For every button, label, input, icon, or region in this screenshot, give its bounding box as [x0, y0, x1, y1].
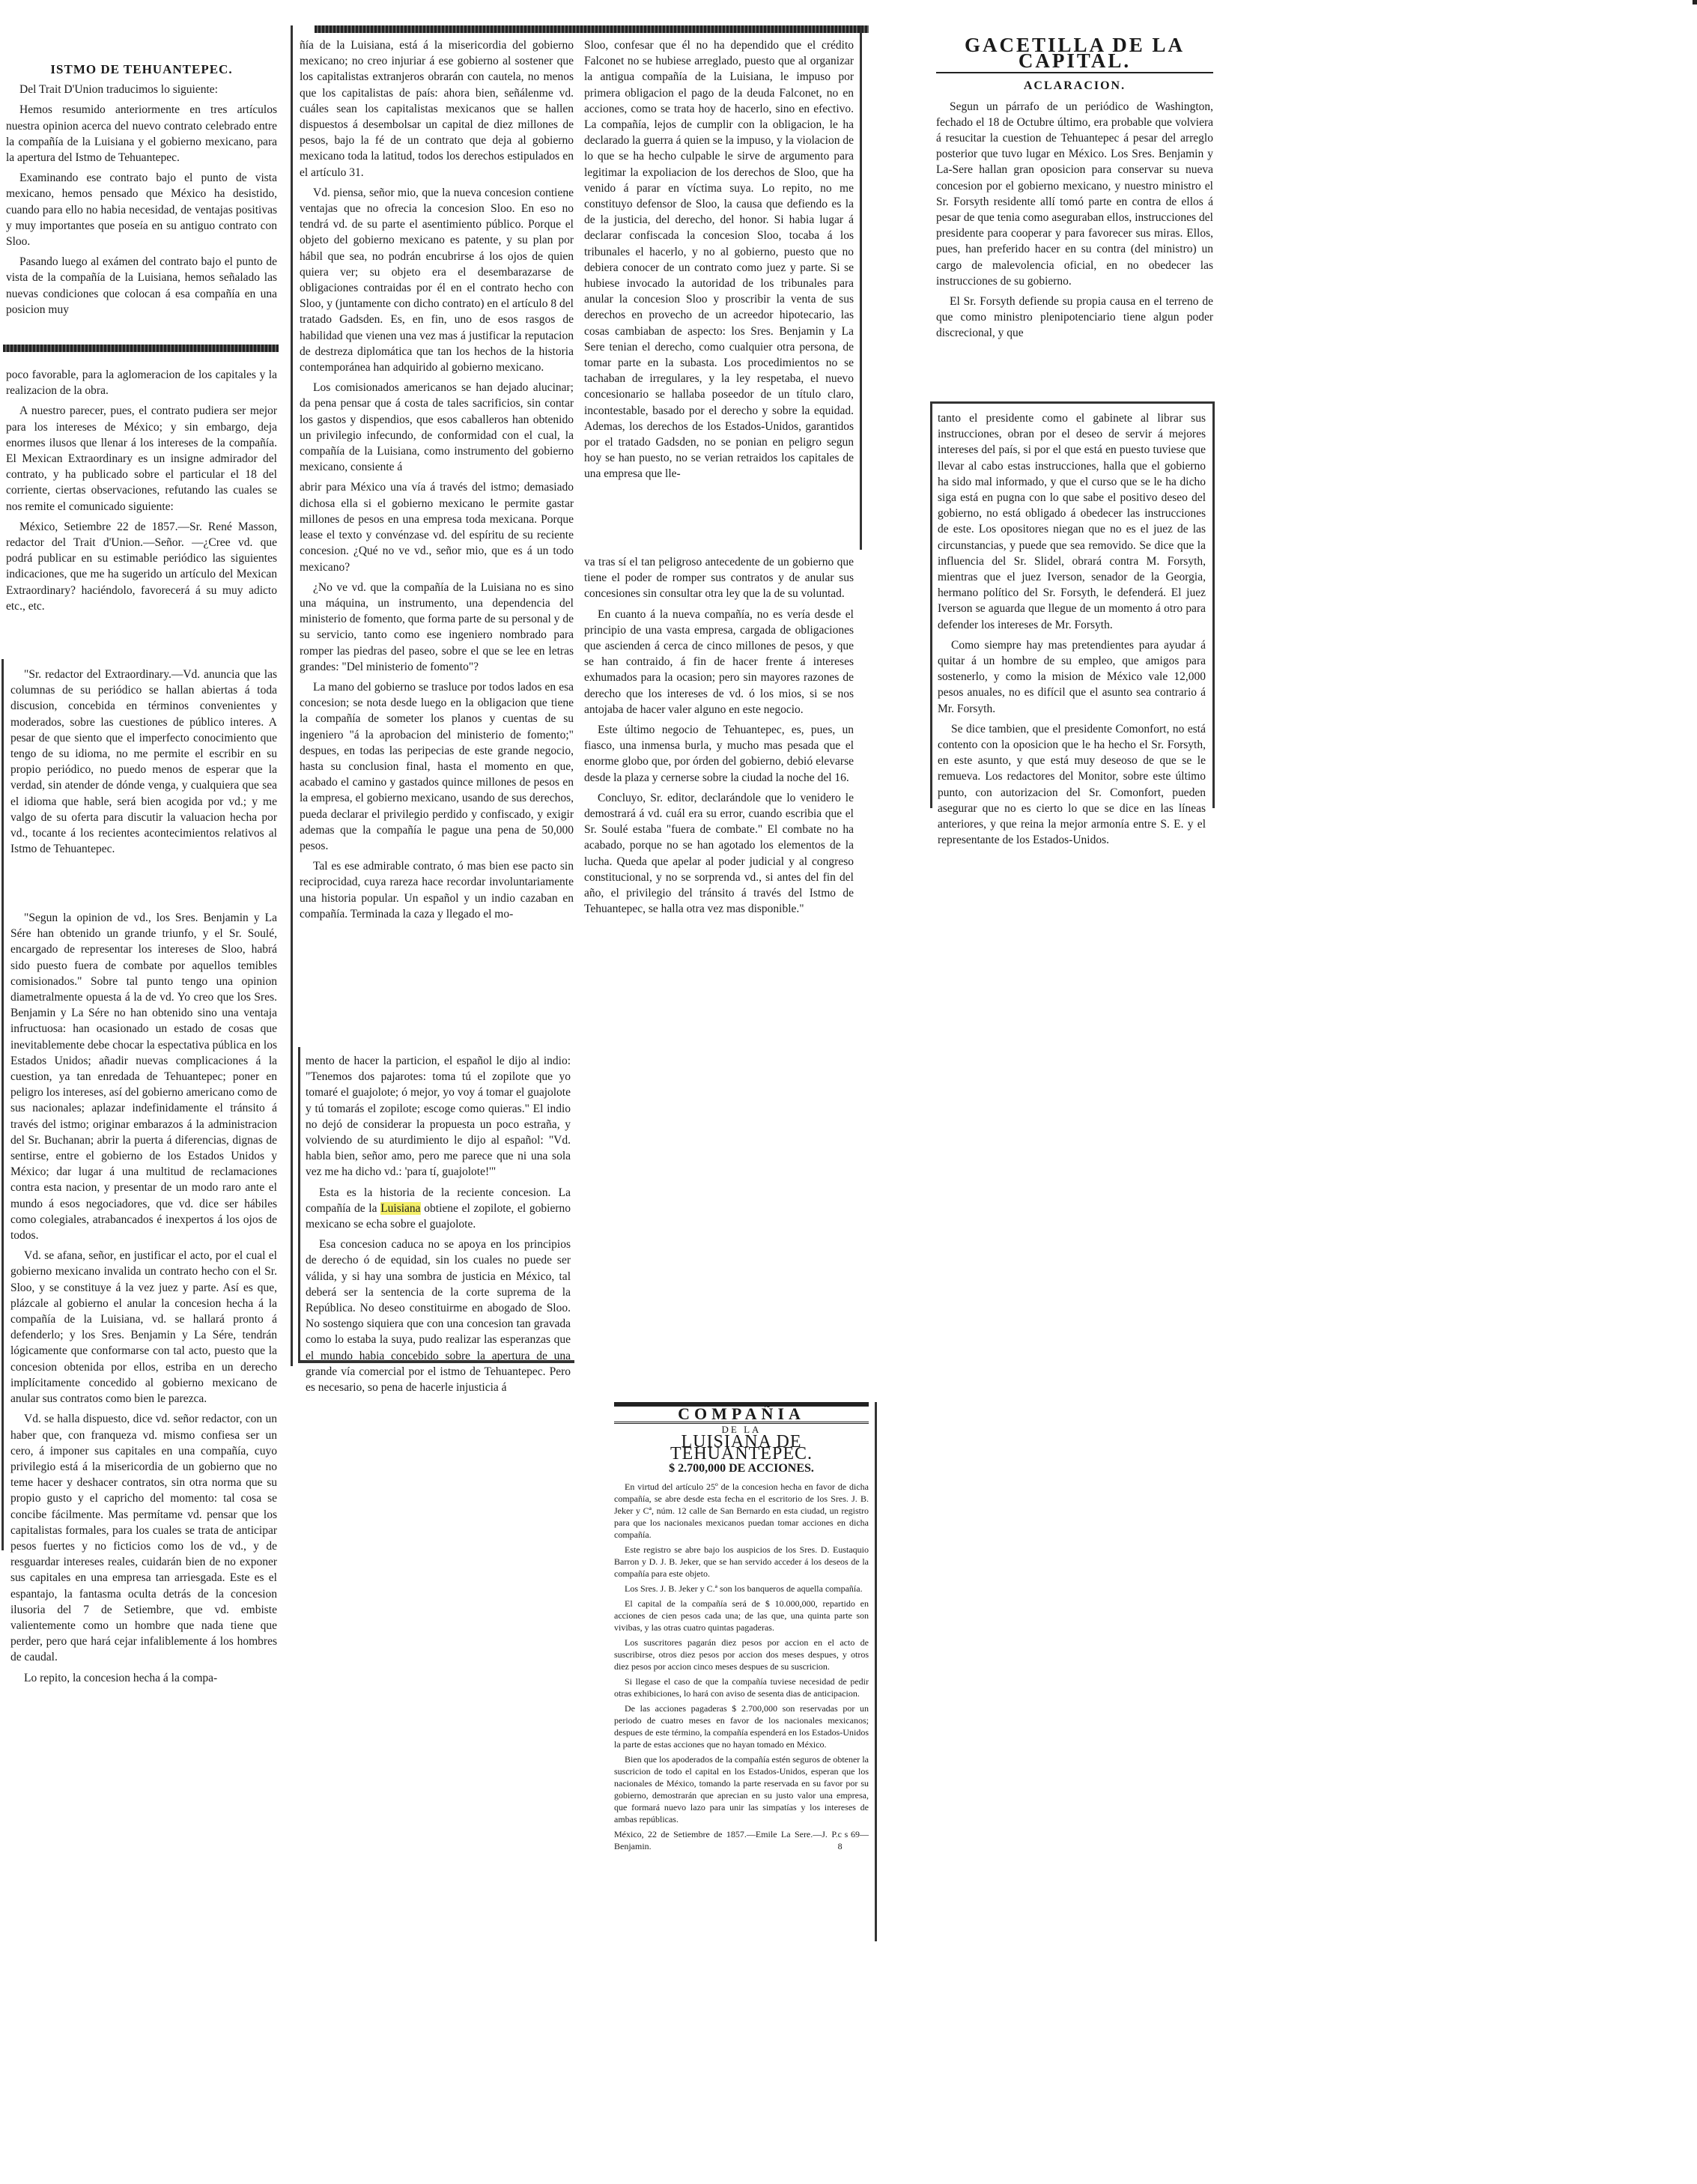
paragraph: Vd. se halla dispuesto, dice vd. señor redactor, con un haber que, con franqueza vd. mismo confiesa ser un cero, á imponer sus capitales en una compañía, cuyo privilegio está á la misericordia de un gobierno que no teme hacer y deshacer contratos, sin otra norma que su propio gusto y el capricho del momento: tal cosa se concibe fácilmente. Mas permítame vd. pensar que los capitalistas formales, para los cuales se trata de anticipar pesos fuertes y no ficticios como los de vd., y de resguardar intereses reales, cuidarán bien de no exponer sus capitales en una empresa tan arriesgada. Este es el espantajo, la fantasma oculta detrás de la concesion ilusoria del 7 de Setiembre, que vd. embiste valientemente como un hombre que nada tiene que perder, pero que hará cejar infaliblemente á los hombres de caudal.: [10, 1413, 277, 1664]
paragraph: Este último negocio de Tehuantepec, es, pues, un fiasco, una inmensa burla, y mucho mas pesada que el enorme globo que, por órden del gobierno, debió elevarse desde la plaza y cernerse sobre la ciudad la noche del 16.: [584, 724, 854, 784]
column-rule: [875, 1402, 877, 1941]
paragraph: abrir para México una vía á través del istmo; demasiado dichosa ella si el gobierno mexicano le permite gastar millones de pesos en una empresa toda mexicana. Porque lease el texto y convénzase vd. del espíritu de su reciente concesion. ¿Qué no ve vd., señor mio, que es á un todo mexicano?: [300, 481, 574, 574]
article-heading: ISTMO DE TEHUANTEPEC.: [50, 62, 233, 76]
ad-headline: LUISIANA DE TEHUANTEPEC.: [670, 1432, 813, 1463]
paragraph: Bien que los apoderados de la compañía estén seguros de obtener la suscricion de todo el capital en los Estados-Unidos, esperan que los nacionales de México, tomando la parte reservada en su favor por su gobierno, demostrarán que aprecian en su justo valor una empresa, que formará nuevo lazo para unir las simpatías y los intereses de ambas repúblicas.: [614, 1754, 869, 1824]
paragraph: El Sr. Forsyth defiende su propia causa en el terreno de que como ministro plenipotenciario tiene algun poder discrecional, y que: [936, 295, 1213, 340]
section-subtitle: ACLARACION.: [1023, 79, 1126, 93]
paragraph: Segun un párrafo de un periódico de Washington, fechado el 18 de Octubre último, era probable que volviera á resucitar la cuestion de Tehuantepec á pesar del arreglo posterior que tuvo lugar en México. Los Sres. Benjamin y La-Sere hallan gran oposicion para conservar su nueva concesion por el gobierno mexicano, y nuestro ministro el Sr. Forsyth residente allí tomó parte en contra de ellos á pesar de que tenia como aseguraban ellos, instrucciones del presidente para cooperar y para favorecer sus miras. Ellos, pues, han preferido hacer en su contra (del ministro) un cargo de malevolencia oficial, en no obedecer las instrucciones de su gobierno.: [936, 100, 1213, 288]
paragraph: Tal es ese admirable contrato, ó mas bien ese pacto sin reciprocidad, cuya rareza hace recordar involuntariamente una historia popular. Un español y un indio cazaban en compañía. Terminada la caza y llegado el mo-: [300, 860, 574, 920]
article-column-1c: [10, 667, 277, 861]
paragraph: Hemos resumido anteriormente en tres artículos nuestra opinion acerca del nuevo contrato celebrado entre la compañía de la Luisiana y el gobierno mexicano, para la apertura del Istmo de Tehuantepec.: [6, 103, 277, 165]
paragraph: Como siempre hay mas pretendientes para ayudar á quitar á un hombre de su empleo, que amigos para sostenerlo, y como la mision de México vale 12,000 pesos anuales, no es difícil que el asunto sea contrario á Mr. Forsyth.: [938, 638, 1206, 715]
article-column-3b: [584, 554, 854, 921]
article-column-4: [936, 34, 1213, 346]
paragraph: De las acciones pagaderas $ 2.700,000 son reservadas por un periodo de cuatro meses en favor de los nacionales mexicanos; despues de este término, la compañía espenderá en los Estados-Unidos la parte de estas acciones que no hayan tomado en México.: [614, 1703, 869, 1750]
paragraph: Vd. piensa, señor mio, que la nueva concesion contiene ventajas que no ofrecia la concesion Sloo. En eso no tendrá vd. de su parte el asentimiento público. Porque el objeto del gobierno mexicano es patente, y su plan por hábil que sea, no podrán encubrirse á los ojos de quien quiera ver; su objeto era el desembarazarse de obligaciones contraidas por él en el contrato hecho con Sloo, y (juntamente con dicho contrato) en el artículo 8 del tratado Gadsden. Es, en fin, uno de esos rasgos de habilidad que vienen una vez mas á justificar la reputacion de destreza diplomática que tan los hechos de la historia contemporánea han adquirido al gobierno mexicano.: [300, 186, 574, 374]
article-column-1d: [10, 910, 277, 1690]
article-column-1: [6, 61, 277, 322]
section-title: GACETILLA DE LA CAPITAL.: [936, 37, 1213, 73]
paragraph: Vd. se afana, señor, en justificar el acto, por el cual el gobierno mexicano invalida un contrato hecho con el Sr. Sloo, y se constituye á la vez juez y parte. Así es que, plázcale al gobierno el anular la concesion hecha á la compañía de la Luisiana, vd. se hallará pronto á defenderlo; y los Sres. Benjamin y La Sére, tendrán lógicamente que conformarse con tal acto, puesto que la concesion obtenida por ellos, estriba en un derecho implícitamente concedido al gobierno mexicano de anular sus contratos como bien le parezca.: [10, 1249, 277, 1406]
page-corner-mark: [1693, 0, 1697, 4]
paragraph: Si llegase el caso de que la compañía tuviese necesidad de pedir otras exhibiciones, lo hará con aviso de sesenta dias de anticipacion.: [614, 1676, 869, 1699]
article-column-4b: [938, 410, 1206, 852]
paragraph: "Sr. redactor del Extraordinary.—Vd. anuncia que las columnas de su periódico se hallan abiertas á toda discusion, concebida en términos convenientes y moderados, sobre las cuestiones de público interes. A pesar de que siento que el imperfecto conocimiento que tengo de su idioma, no me permite el escribir en su propio periódico, no puedo menos de esperar que la verdad, sin atender de dónde venga, y cualquiera que sea el idioma que hable, será bien acogida por vd.; y me valgo de su oferta para discutir la valuacion hecha por vd., tocante á los recientes acontecimientos relativos al Istmo de Tehuantepec.: [10, 668, 277, 856]
paragraph: Examinando ese contrato bajo el punto de vista mexicano, hemos pensado que México ha desistido, cuando para ello no habia necesidad, de ventajas positivas y muy importantes que poseía en su antiguo contrato con Sloo.: [6, 172, 277, 249]
text-span: Esta es la historia de la reciente concesion. La compañía de la: [306, 1186, 571, 1215]
paragraph: Los suscritores pagarán diez pesos por accion en el acto de suscribirse, otros diez pesos por accion dos meses despues, y otros diez pesos por accion cinco meses despues de su suscricion.: [614, 1637, 869, 1672]
paragraph: En virtud del artículo 25º de la concesion hecha en favor de dicha compañía, se abre desde esta fecha en el escritorio de los Sres. J. B. Jeker y Cª, núm. 12 calle de San Bernardo en esta ciudad, un registro para que los nacionales mexicanos puedan tomar acciones en dicha compañía.: [614, 1481, 869, 1540]
article-column-1b: [6, 367, 277, 619]
ad-shares-heading: $ 2.700,000 DE ACCIONES.: [669, 1462, 814, 1475]
ad-title: COMPAÑIA: [614, 1402, 869, 1424]
paragraph: "Segun la opinion de vd., los Sres. Benjamin y La Sére han obtenido un grande triunfo, y el Sr. Soulé, encargado de representar los intereses de Sloo, habrá sido puesto fuera de combate por aquellos temibles comisionados." Sobre tal punto tengo una opinion diametralmente opuesta á la de vd. Yo creo que los Sres. Benjamin y La Sére no han obtenido sino una ventaja infructuosa: han ocasionado un estado de cosas que inevitablemente debe chocar la espectativa pública en los Estados Unidos; añadir nuevas complicaciones á la cuestion, ya tan enredada de Tehuantepec; poner en peligro los intereses, así del gobierno americano como de sus nacionales; aplazar indefinidamente el tránsito á través del istmo; originar embarazos á la administracion del Sr. Buchanan; abrir la puerta á diferencias, dignas de sentirse, entre el gobierno de los Estados Unidos y México; dar lugar á una multitud de reclamaciones contra esta nacion, y presentar de un modo raro ante el mundo á esos negociadores, que vd. dice ser hábiles como colegiales, atrabancados é inexpertos á los ojos de todos.: [10, 911, 277, 1243]
paragraph: Concluyo, Sr. editor, declarándole que lo venidero le demostrará á vd. cuál era su error, cuando escribia que el Sr. Soulé estaba "fuera de combate." El combate no ha acabado, porque no se han agotado los elementos de la lucha. Queda que apelar al poder judicial y al congreso constitucional, y no se sorprenda vd., si antes del fin del año, el privilegio del tránsito á través del Istmo de Tehuantepec, se halla otra vez mas disponible.": [584, 791, 854, 916]
paragraph: Esa concesion caduca no se apoya en los principios de derecho ó de equidad, sin los cuales no puede ser válida, y si hay una sombra de justicia en México, tal deberá ser la sentencia de la corte suprema de la República. No deseo constituirme en abogado de Sloo. No sostengo siquiera que con una concesion tan gravada como lo estaba la suya, pudo realizar las esperanzas que el mundo habia concebido sobre la apertura de una grande vía comercial por el istmo de Tehuantepec. Pero es necesario, so pena de hacerle injusticia á: [306, 1238, 571, 1395]
section-divider: [315, 25, 869, 33]
highlighted-text: Luisiana: [380, 1201, 421, 1215]
paragraph: mento de hacer la particion, el español le dijo al indio: "Tenemos dos pajarotes: toma tú el zopilote que yo tomaré el guajolote; ó mejor, yo voy á tomar el guajolote y tú tomarás el zopilote; escoge como quieras." El indio no dejó de considerar la propuesta un poco estraña, y volviendo de su aturdimiento le dijo al español: "Vd. habla bien, señor amo, pero me parece que ni una sola vez me ha dicho vd.: 'para tí, guajolote!'": [306, 1055, 571, 1179]
paragraph: Los Sres. J. B. Jeker y C.ª son los banqueros de aquella compañía.: [625, 1583, 863, 1594]
paragraph: Lo repito, la concesion hecha á la compa-: [24, 1671, 218, 1684]
paragraph: Este registro se abre bajo los auspicios de los Sres. D. Eustaquio Barron y D. J. B. Jeker, que se han servido acceder á los deseos de la compañía para este objeto.: [614, 1544, 869, 1579]
column-rule: [860, 25, 862, 550]
advertisement: [614, 1402, 869, 1852]
text-span: obtiene el zopilote, el gobierno mexicano se echa sobre el guajolote.: [306, 1201, 571, 1231]
column-rule: [1, 659, 4, 1550]
ad-subtitle: DE LA: [721, 1424, 762, 1435]
article-column-3: [584, 37, 854, 487]
ad-signature-text: México, 22 de Setiembre de 1857.—Emile La Sere.—J. P. Benjamin.: [614, 1829, 838, 1851]
paragraph: Pasando luego al exámen del contrato bajo el punto de vista de la compañía de la Luisiana, hemos señalado las nuevas condiciones que colocan á esa compañía en una posicion muy: [6, 255, 277, 316]
paragraph: En cuanto á la nueva compañía, no es vería desde el principio de una vasta empresa, cargada de obligaciones que ascienden á cerca de cinco millones de pesos, y que se han contraido, á fin de hacer frente á intereses exhumados para la ocasion; pero sin mayores razones de derecho que los intereses de vd. ó los mios, si se nos antojaba de hacer valer alguno en este negocio.: [584, 607, 854, 716]
column-rule: [291, 25, 293, 1366]
paragraph: A nuestro parecer, pues, el contrato pudiera ser mejor para los intereses de México; y sin embargo, deja enormes ilusos que llenar á los intereses de la compañía. El Mexican Extraordinary es un insigne admirador del contrato, y ha publicado sobre el particular el 18 del corriente, ciertas observaciones, refutando las cuales se nos remite el comunicado siguiente:: [6, 404, 277, 513]
paragraph: [306, 1185, 571, 1233]
section-divider: [3, 345, 279, 352]
paragraph: Del Trait D'Union traducimos lo siguiente:: [19, 83, 218, 97]
paragraph: El capital de la compañía será de $ 10.000,000, repartido en acciones de cien pesos cada una; de las que, una quinta parte son vivibas, y las otras cuatro quintas pagaderas.: [614, 1598, 869, 1633]
paragraph: Los comisionados americanos se han dejado alucinar; da pena pensar que á costa de tales sacrificios, sin contar los gastos y dispendios, que esos caballeros han obtenido un privilegio infecundo, de conformidad con el cual, la compañía de la Luisiana, como instrumento del gobierno mexicano, consiente á: [300, 381, 574, 474]
paragraph: tanto el presidente como el gabinete al librar sus instrucciones, obran por el deseo de servir á mejores intereses del país, si por el que está en puesto tuviese que llevar al cabo estas instrucciones, halla que el gobierno ha sido mal informado, y que el curso que se le ha dicho siga está en pugna con lo que sabe el positivo deseo del gobierno, no está obligado á obedecer las instrucciones de este. Los opositores niegan que no es el juez de las circunstancias, y puede que sea removido. Se dice que la influencia del Sr. Slidel, obrará contra M. Forsyth, mientras que el juez Iverson, senador de la Georgia, hermano político del Sr. Forsyth, le defenderá. El juez Iverson se aguarda que llegue de un momento á otro para defender los intereses de Mr. Forsyth.: [938, 412, 1206, 631]
article-column-2: [300, 37, 574, 926]
paragraph: La mano del gobierno se trasluce por todos lados en esa concesion; se nota desde luego en la obligacion que tiene la compañía de someter los planos y cuentas de su ingeniero "á la aprobacion del ministerio de fomento;" despues, en todas las peripecias de este grande negocio, hasta su conclusion final, hasta el momento en que, acabado el camino y gastados quince millones de pesos en la empresa, el gobierno mexicano, usando de sus derechos, pueda declarar el privilegio perdido y confiscado, y exigir ademas que la compañía le pague una pena de 50,000 pesos.: [300, 680, 574, 852]
paragraph: Sloo, confesar que él no ha dependido que el crédito Falconet no se hubiese arreglado, puesto que al organizar la antigua compañía de la Luisiana, le impuso por primera obligacion el pago de la deuda Falconet, no en acciones, como se trata hoy de hacerlo, sino en efectivo. La compañía, lejos de cumplir con la obligacion, le ha declarado la guerra á quien se la impuso, y la violacion de lo que se ha hecho culpable le sirve de argumento para legitimar la expoliacion de los derechos de Sloo, que ha venido á parar en víctima suya. Lo repito, no me constituyo defensor de Sloo, la causa que defiendo es la de la justicia, del derecho, del honor. Si habia lugar á declarar confiscada la concesion Sloo, tocaba á los tribunales el hacerlo, y no al gobierno, puesto que no debiera conocer de un contrato como juez y parte. Si se hubiese invocado la autoridad de los tribunales para anular la concesion Sloo y proscribir la venta de sus derechos en provecho de un acreedor hipotecario, las cosas cambiaban de aspecto: los Sres. Benjamin y La Sere tenian el derecho, como cualquier otra persona, de tomar parte en la subasta. Los procedimientos no se tachaban de irregulares, y la ley respetaba, el nuevo concesionario se hallaba poseedor de un título claro, incontestable, basado por el derecho y sobre la equidad. Ademas, los derechos de los Estados-Unidos, garantidos por el tratado Gadsden, no se ponian en peligro segun hoy se han puesto, no se verian retraidos los capitales de una empresa que lle-: [584, 39, 854, 481]
ad-reference: c s 69—8: [837, 1829, 869, 1851]
article-column-2b: [306, 1053, 571, 1400]
paragraph: ñía de la Luisiana, está á la misericordia del gobierno mexicano; no creo injuriar á ese gobierno al sostener que los capitalistas extranjeros obrarán con cautela, no menos que los capitalistas de país: ahora bien, señálenme vd. cuáles sean los capitalistas mexicanos que se hallen dispuestos á desembolsar un capital de diez millones de pesos, bajo la fé de un contrato que deja al gobierno mexicano toda la latitud, todos los derechos estipulados en el artículo 31.: [300, 39, 574, 179]
paragraph: México, Setiembre 22 de 1857.—Sr. René Masson, redactor del Trait d'Union.—Señor. —¿Cree vd. que podrá publicar en su estimable periódico las siguientes indicaciones, que me ha sugerido un artículo del Mexican Extraordinary? haciéndolo, favorecerá á su muy adicto etc., etc.: [6, 520, 277, 613]
ad-signature: [614, 1828, 869, 1852]
paragraph: ¿No ve vd. que la compañía de la Luisiana no es sino una máquina, un instrumento, una dependencia del ministerio de fomento, que forma parte de su personal y de su servicio, tanto como ese ingeniero nombrado para romper las piedras del paseo, sobre el que se lee en letras grandes: "Del ministerio de fomento"?: [300, 580, 574, 673]
paragraph: Se dice tambien, que el presidente Comonfort, no está contento con la oposicion que le ha hecho el Sr. Forsyth, en este asunto, y que está muy deseoso de que se le remueva. Los redactores del Monitor, sobre este último punto, con autorizacion del Sr. Comonfort, pueden asegurar que no es cierto lo que se dice en las líneas anteriores, y que reina la mejor armonía entre S. E. y el representante de los Estados-Unidos.: [938, 722, 1206, 847]
paragraph: poco favorable, para la aglomeracion de los capitales y la realizacion de la obra.: [6, 368, 277, 398]
paragraph: va tras sí el tan peligroso antecedente de un gobierno que tiene el poder de romper sus contratos y de anular sus concesiones sin consultar otra ley que la de su voluntad.: [584, 556, 854, 601]
